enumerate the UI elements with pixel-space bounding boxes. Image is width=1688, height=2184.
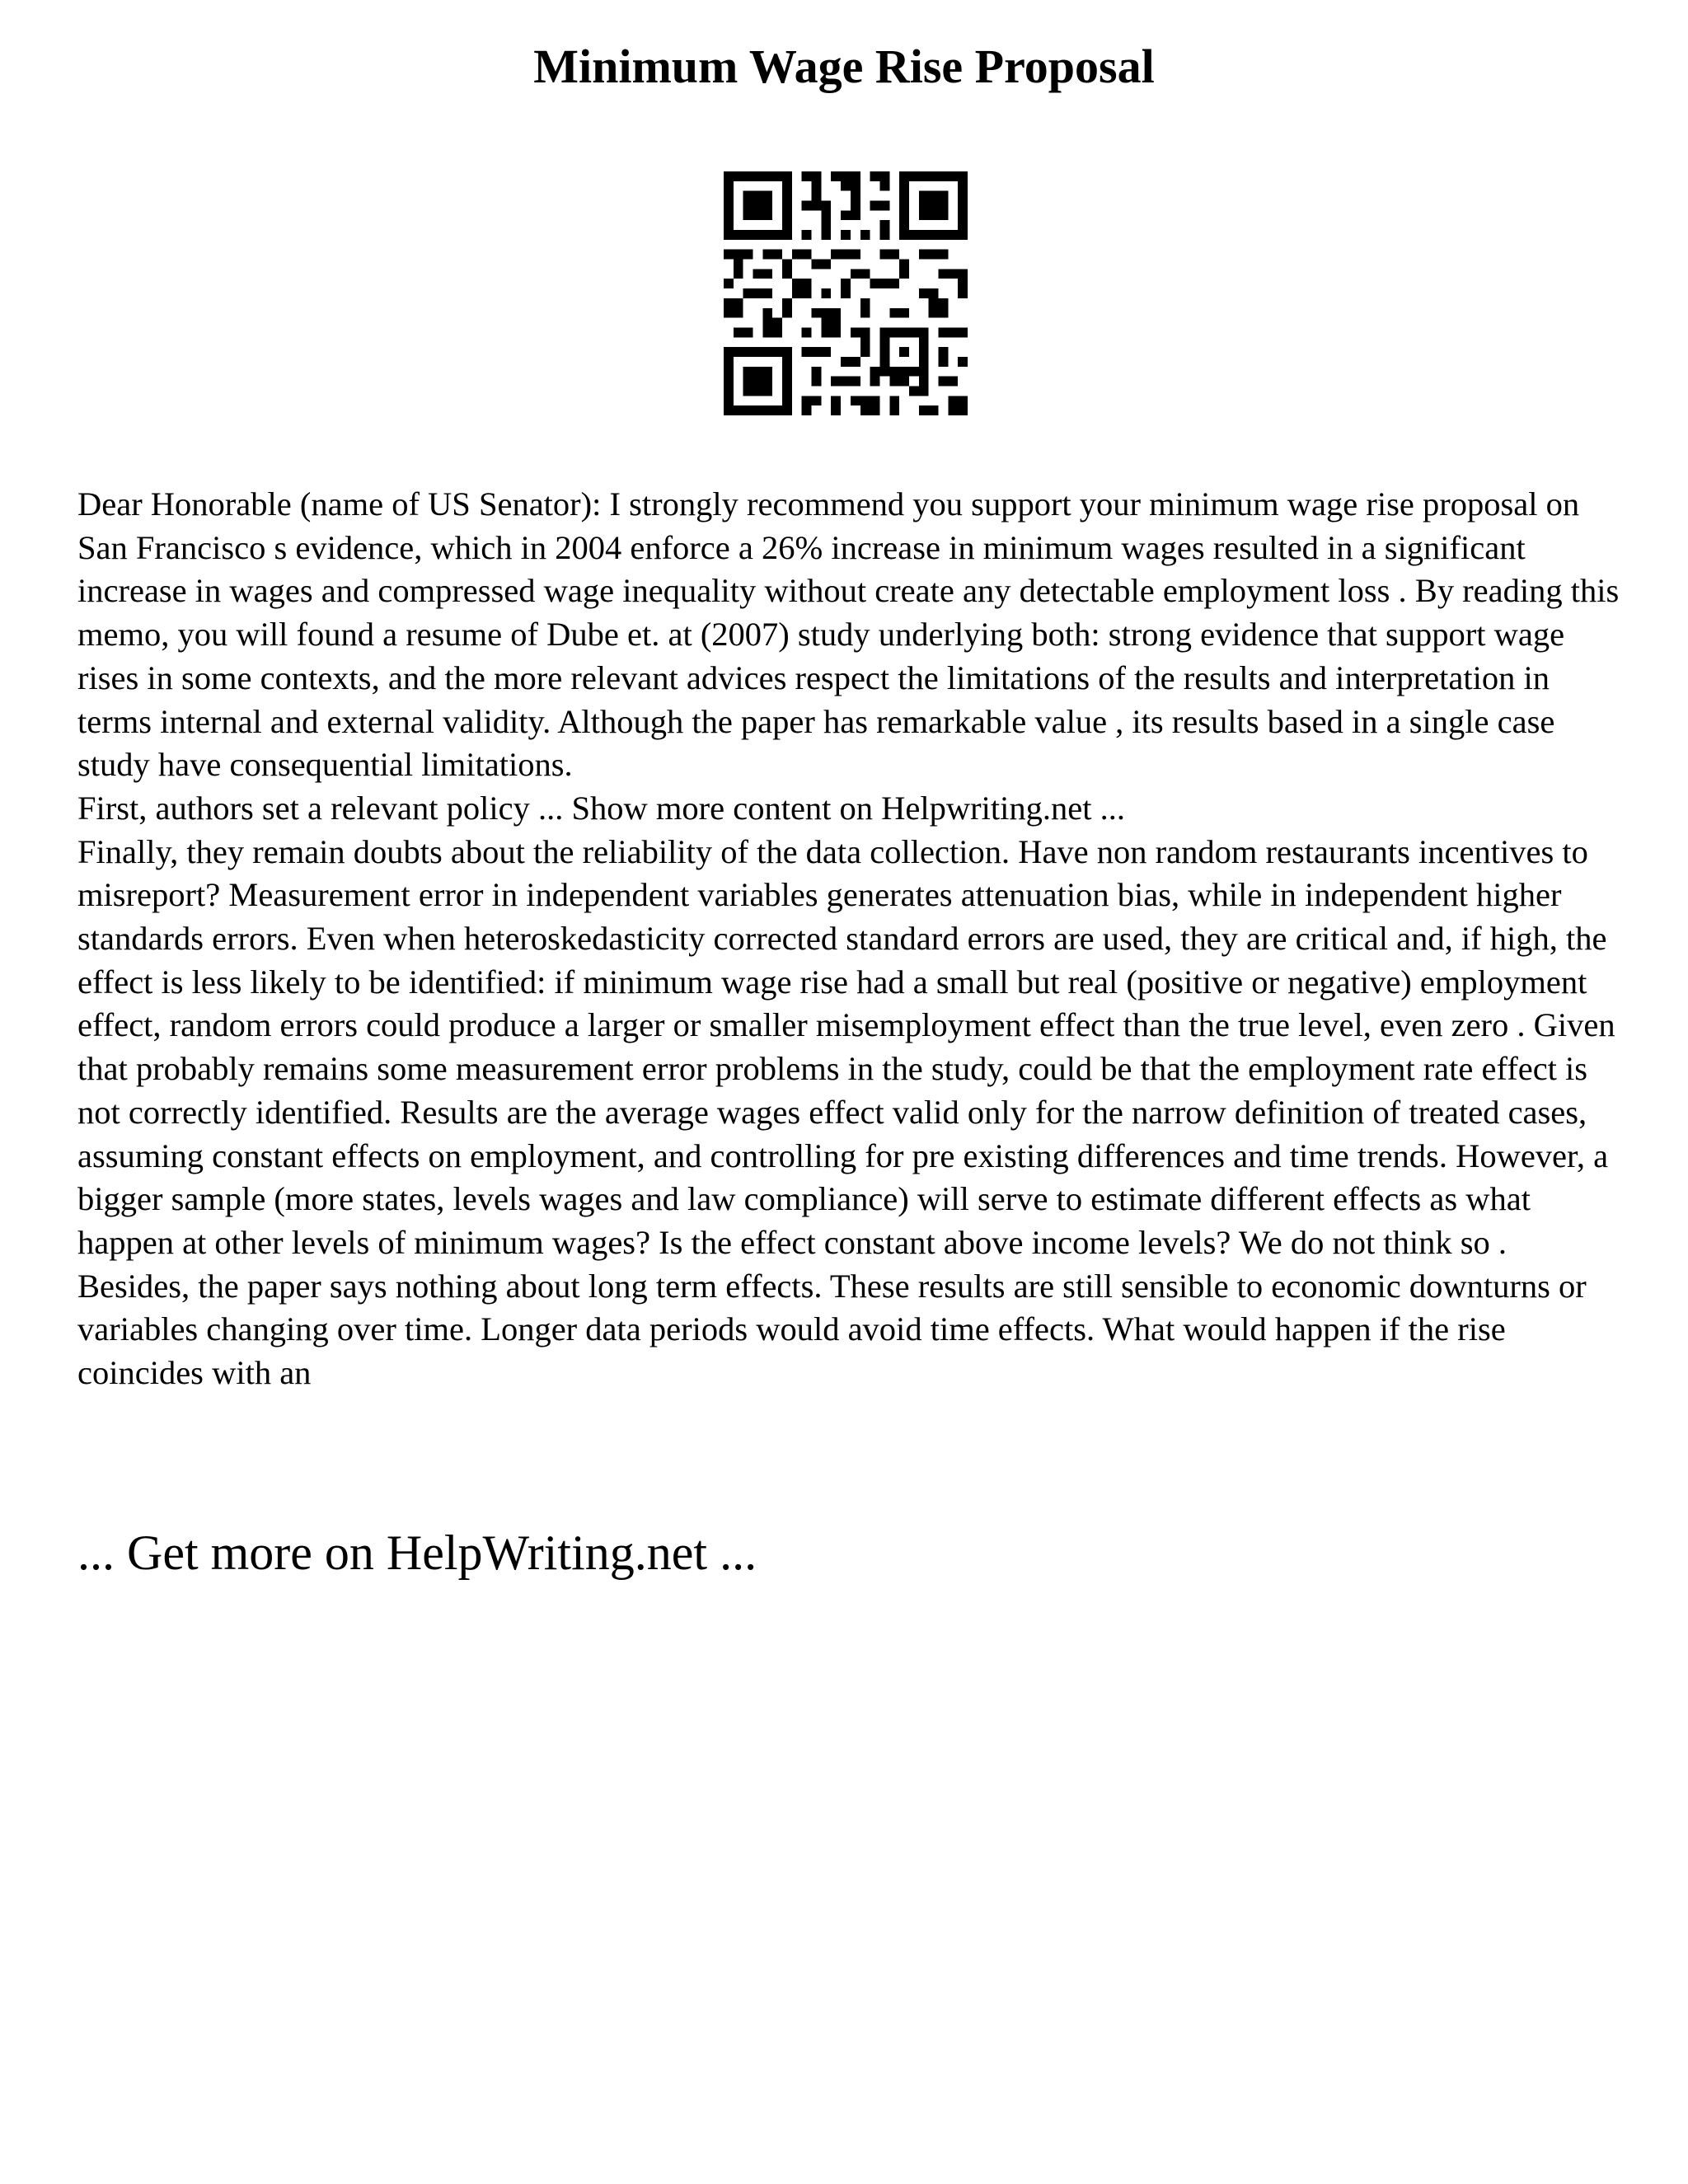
qr-code-icon	[724, 171, 968, 415]
document-body	[77, 483, 1627, 1395]
body-paragraph-intro: Dear Honorable (name of US Senator): I strongly recommend you support your minimum wage rise proposal on San Francisco s evidence, which in 2004 enforce a 26% increase in minimum wages resulted in a significant increase in wages and compressed wage inequality without create any detectable employment loss . By reading this memo, you will found a resume of Dube et. at (2007) study underlying both: strong evidence that support wage rises in some contexts, and the more relevant advices respect the limitations of the results and interpretation in terms internal and external validity. Although the paper has remarkable value , its results based in a single case study have consequential limitations.	[77, 485, 1620, 784]
body-paragraph-show-more: First, authors set a relevant policy ... Show more content on Helpwriting.net ...	[77, 789, 1126, 827]
get-more-link[interactable]: ... Get more on HelpWriting.net ...	[77, 1526, 757, 1580]
page-title: Minimum Wage Rise Proposal	[533, 40, 1155, 93]
body-paragraph-main: Finally, they remain doubts about the reliability of the data collection. Have non random restaurants incentives to misreport? Measurement error in independent variables generates attenuation bias, while in independent higher standards errors. Even when heteroskedasticity corrected standard errors are used, they are critical and, if high, the effect is less likely to be identified: if minimum wage rise had a small but real (positive or negative) employment effect, random errors could produce a larger or smaller misemployment effect than the true level, even zero . Given that probably remains some measurement error problems in the study, could be that the employment rate effect is not correctly identified. Results are the average wages effect valid only for the narrow definition of treated cases, assuming constant effects on employment, and controlling for pre existing differences and time trends. However, a bigger sample (more states, levels wages and law compliance) will serve to estimate different effects as what happen at other levels of minimum wages? Is the effect constant above income levels? We do not think so . Besides, the paper says nothing about long term effects. These results are still sensible to economic downturns or variables changing over time. Longer data periods would avoid time effects. What would happen if the rise coincides with an	[77, 832, 1615, 1392]
